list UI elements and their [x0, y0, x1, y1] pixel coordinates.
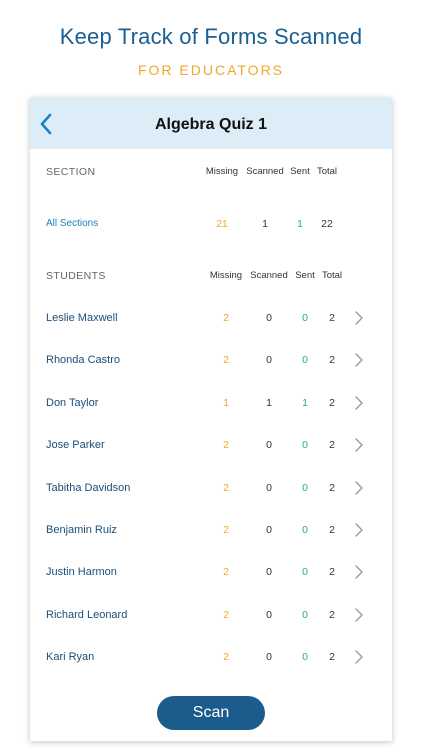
student-total: 2 — [329, 397, 335, 409]
all-sections-link[interactable]: All Sections — [46, 218, 99, 229]
student-total: 2 — [329, 609, 335, 621]
student-total: 2 — [329, 566, 335, 578]
student-row[interactable] — [30, 524, 392, 544]
student-missing: 2 — [223, 524, 229, 536]
student-sent: 1 — [302, 397, 308, 409]
student-total: 2 — [329, 439, 335, 451]
chevron-right-icon[interactable] — [354, 650, 364, 664]
student-sent: 0 — [302, 566, 308, 578]
student-scanned: 0 — [266, 439, 272, 451]
chevron-right-icon[interactable] — [354, 438, 364, 452]
student-sent: 0 — [302, 651, 308, 663]
chevron-right-icon[interactable] — [354, 481, 364, 495]
student-row[interactable] — [30, 397, 392, 417]
student-sent: 0 — [302, 609, 308, 621]
section-header-sent: Sent — [290, 166, 310, 177]
student-total: 2 — [329, 312, 335, 324]
student-name: Tabitha Davidson — [46, 482, 131, 494]
student-row[interactable] — [30, 482, 392, 502]
student-missing: 2 — [223, 354, 229, 366]
student-total: 2 — [329, 482, 335, 494]
student-name: Richard Leonard — [46, 609, 128, 621]
student-scanned: 0 — [266, 651, 272, 663]
section-total-value: 22 — [321, 218, 333, 230]
student-row[interactable] — [30, 439, 392, 459]
section-header-total: Total — [316, 166, 338, 177]
page-title: Algebra Quiz 1 — [154, 116, 268, 133]
student-sent: 0 — [302, 482, 308, 494]
students-header-total: Total — [321, 270, 343, 281]
student-name: Jose Parker — [46, 439, 105, 451]
student-scanned: 0 — [266, 354, 272, 366]
student-name: Benjamin Ruiz — [46, 524, 117, 536]
section-header-scanned: Scanned — [246, 166, 284, 177]
chevron-right-icon[interactable] — [354, 608, 364, 622]
student-total: 2 — [329, 524, 335, 536]
chevron-right-icon[interactable] — [354, 353, 364, 367]
student-missing: 2 — [223, 651, 229, 663]
students-label: STUDENTS — [46, 270, 106, 282]
student-row[interactable] — [30, 312, 392, 332]
section-scanned-value: 1 — [262, 218, 268, 230]
section-sent-value: 1 — [297, 218, 303, 230]
student-row[interactable] — [30, 651, 392, 671]
student-missing: 2 — [223, 609, 229, 621]
student-name: Don Taylor — [46, 397, 99, 409]
student-total: 2 — [329, 354, 335, 366]
student-missing: 2 — [223, 566, 229, 578]
promo-subtitle: FOR EDUCATORS — [137, 62, 285, 78]
student-scanned: 0 — [266, 609, 272, 621]
student-sent: 0 — [302, 354, 308, 366]
section-label: SECTION — [46, 166, 96, 178]
scan-button[interactable]: Scan — [157, 696, 265, 730]
student-name: Rhonda Castro — [46, 354, 120, 366]
student-scanned: 0 — [266, 312, 272, 324]
student-missing: 1 — [223, 397, 229, 409]
chevron-right-icon[interactable] — [354, 311, 364, 325]
students-header-scanned: Scanned — [250, 270, 288, 281]
student-sent: 0 — [302, 524, 308, 536]
students-header-missing: Missing — [209, 270, 243, 281]
chevron-right-icon[interactable] — [354, 396, 364, 410]
student-name: Kari Ryan — [46, 651, 95, 663]
student-name: Justin Harmon — [46, 566, 117, 578]
promo-title: Keep Track of Forms Scanned — [59, 24, 363, 49]
nav-bar — [30, 98, 392, 149]
student-total: 2 — [329, 651, 335, 663]
student-row[interactable] — [30, 566, 392, 586]
chevron-right-icon[interactable] — [354, 565, 364, 579]
student-sent: 0 — [302, 312, 308, 324]
section-header-missing: Missing — [205, 166, 239, 177]
student-scanned: 0 — [266, 524, 272, 536]
student-scanned: 0 — [266, 482, 272, 494]
section-missing-value: 21 — [216, 218, 228, 230]
student-name: Leslie Maxwell — [46, 312, 118, 324]
student-row[interactable] — [30, 609, 392, 629]
student-sent: 0 — [302, 439, 308, 451]
students-header-sent: Sent — [295, 270, 315, 281]
student-scanned: 0 — [266, 566, 272, 578]
student-scanned: 1 — [266, 397, 272, 409]
student-missing: 2 — [223, 312, 229, 324]
chevron-right-icon[interactable] — [354, 523, 364, 537]
student-missing: 2 — [223, 439, 229, 451]
student-row[interactable] — [30, 354, 392, 374]
student-missing: 2 — [223, 482, 229, 494]
app-screen — [30, 98, 392, 741]
